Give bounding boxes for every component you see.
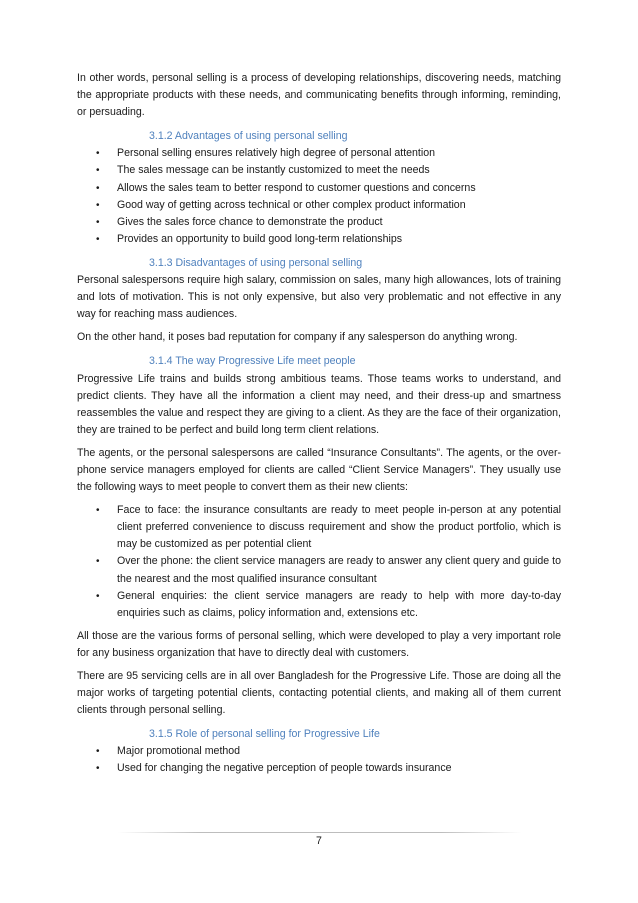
list-item: • Major promotional method (77, 743, 561, 760)
bullet-icon: • (96, 746, 100, 758)
bullet-icon: • (96, 590, 100, 602)
bullet-icon: • (96, 165, 100, 177)
list-item: • Provides an opportunity to build good long-term relationships (77, 231, 561, 248)
list-item: • Used for changing the negative perception of people towards insurance (77, 760, 561, 777)
bullet-icon: • (96, 233, 100, 245)
section-heading-advantages: 3.1.2 Advantages of using personal selling (149, 130, 348, 143)
list-item: • Over the phone: the client service managers are ready to answer any client query and guide to the nearest and the most qualified insurance consultant (96, 555, 561, 585)
disadvantages-paragraph: Personal salespersons require high salary, commission on sales, many high allowances, lots of training and lots of motivation. This is not only expensive, but also very problematic and not effective in any way for reaching mass audiences. (77, 274, 561, 321)
servicing-cells-paragraph: There are 95 servicing cells are in all over Bangladesh for the Progressive Life. Those are doing all the major works of targeting potential clients, contacting potential clients, and making all of them current clients through personal selling. (77, 670, 561, 717)
forms-paragraph: All those are the various forms of personal selling, which were developed to play a very important role for any business organization that have to directly deal with customers. (77, 629, 561, 659)
bullet-icon: • (96, 182, 100, 194)
section-heading-meet-people: 3.1.4 The way Progressive Life meet people (149, 355, 356, 368)
page-number: 7 (316, 835, 322, 847)
list-item: • General enquiries: the client service managers are ready to help with more day-to-day enquiries such as claims, policy information and, extensions etc. (96, 589, 561, 619)
section-heading-role: 3.1.5 Role of personal selling for Progressive Life (149, 728, 380, 741)
bullet-icon: • (96, 199, 100, 211)
intro-paragraph: In other words, personal selling is a process of developing relationships, discovering needs, matching the appropriate products with these needs, and communicating benefits through informing, reminding, or persuading. (77, 72, 561, 119)
bullet-icon: • (96, 148, 100, 160)
role-list (77, 743, 561, 777)
bullet-icon: • (96, 216, 100, 228)
list-item: • Good way of getting across technical or other complex product information (77, 197, 561, 214)
meeting-ways-list (77, 502, 561, 622)
footer-divider (118, 832, 522, 833)
section-heading-disadvantages: 3.1.3 Disadvantages of using personal selling (149, 256, 363, 269)
list-item: • Allows the sales team to better respond to customer questions and concerns (77, 180, 561, 197)
list-item: • Personal selling ensures relatively high degree of personal attention (77, 145, 561, 162)
list-item: • Face to face: the insurance consultants are ready to meet people in-person at any potential client preferred convenience to discuss requirement and show the product portfolio, which is may be customized as per potential client (96, 504, 561, 551)
document-page (77, 70, 561, 778)
advantages-list (77, 145, 561, 248)
teams-paragraph: Progressive Life trains and builds strong ambitious teams. Those teams works to understand, and predict clients. They have all the information a client may need, and their dress-up and smartness reassembles the value and respect they are giving to a client. As they are the face of their organization, they are trained to be perfect and build long term client relations. (77, 372, 561, 436)
bullet-icon: • (96, 505, 100, 517)
list-item: • Gives the sales force chance to demonstrate the product (77, 214, 561, 231)
agents-paragraph: The agents, or the personal salespersons are called “Insurance Consultants”. The agents, or the over-phone service managers employed for clients are called “Client Service Managers”. They usually use the following ways to meet people to convert them as their new clients: (77, 446, 561, 494)
bullet-icon: • (96, 763, 100, 775)
reputation-paragraph: On the other hand, it poses bad reputation for company if any salesperson do anything wrong. (77, 331, 518, 344)
bullet-icon: • (96, 556, 100, 568)
list-item: • The sales message can be instantly customized to meet the needs (77, 162, 561, 179)
